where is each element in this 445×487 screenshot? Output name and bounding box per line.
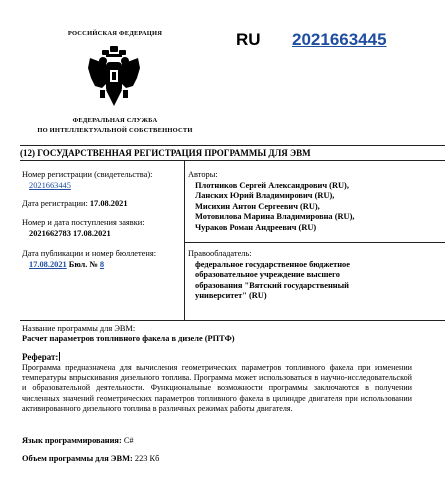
holder-line: федеральное государственное бюджетное (195, 260, 350, 269)
authors-separator (185, 242, 445, 243)
title-separator (20, 160, 445, 161)
bulletin-label: Бюл. № (68, 260, 98, 269)
author-item: Мисихин Антон Сергеевич (RU), (195, 201, 320, 211)
publication-label: Дата публикации и номер бюллетеня: (22, 249, 157, 258)
registration-number-label: Номер регистрации (свидетельства): (22, 170, 153, 179)
agency-line-1: ФЕДЕРАЛЬНАЯ СЛУЖБА (72, 117, 158, 124)
application-label: Номер и дата поступления заявки: (22, 218, 145, 227)
text-cursor (59, 352, 60, 361)
program-name-label: Название программы для ЭВМ: (22, 324, 136, 333)
top-separator (20, 145, 445, 146)
program-size-value: 223 Кб (134, 454, 160, 463)
publication-row (29, 260, 104, 270)
abstract-heading (22, 352, 60, 362)
bulletin-number-link[interactable]: 8 (99, 260, 105, 269)
agency-line-2: ПО ИНТЕЛЛЕКТУАЛЬНОЙ СОБСТВЕННОСТИ (37, 127, 193, 134)
author-item: Чураков Роман Андреевич (RU) (195, 222, 317, 232)
publication-date-link[interactable]: 17.08.2021 (29, 260, 67, 269)
document-title: (12) ГОСУДАРСТВЕННАЯ РЕГИСТРАЦИЯ ПРОГРАММЫ ДЛЯ ЭВМ (20, 148, 311, 158)
program-size-label: Объем программы для ЭВМ: (22, 454, 133, 463)
holder-line: университет" (RU) (195, 291, 267, 301)
program-size-row (22, 454, 159, 464)
holder-label: Правообладатель: (188, 249, 252, 258)
author-item: Мотовилова Марина Владимировна (RU), (195, 212, 355, 222)
registration-date-value: 17.08.2021 (89, 199, 128, 208)
document-number-link[interactable]: 2021663445 (292, 30, 387, 49)
language-value: C# (123, 436, 134, 445)
application-value: 2021662783 17.08.2021 (29, 229, 111, 238)
coat-of-arms-emblem (86, 44, 142, 112)
abstract-text: Программа предназначена для вычисления геометрических параметров топливного факела при изменении температуры впрыскивания дизельного топлива. Программа может использоваться в научно-исследовательской и образовательной деятельности. Функциональные возможности программы заключаются в получении численных значений геометрических параметров топливного факела в цилиндре двигателя при использовании активированного дизельного топлива в различных режимах работы двигателя. (22, 363, 412, 413)
bottom-separator (20, 320, 445, 321)
program-name-value: Расчет параметров топливного факела в дизеле (РПТФ) (22, 334, 235, 343)
registration-date-label: Дата регистрации: (22, 199, 88, 208)
registration-number-link[interactable]: 2021663445 (29, 181, 71, 190)
author-item: Ланских Юрий Владимирович (RU), (195, 191, 335, 201)
holder-line: образования "Вятский государственный (195, 280, 349, 290)
column-divider (184, 161, 185, 320)
language-label: Язык программирования: (22, 436, 122, 445)
abstract-label: Реферат: (22, 352, 59, 362)
language-row (22, 436, 134, 446)
registration-date-row (22, 199, 128, 209)
country-code: RU (236, 30, 261, 49)
authors-list (195, 181, 354, 233)
country-name: РОССИЙСКАЯ ФЕДЕРАЦИЯ (67, 30, 163, 37)
holder-list (195, 260, 350, 302)
authors-label: Авторы: (188, 170, 218, 179)
author-item: Плотников Сергей Александрович (RU), (195, 181, 349, 190)
holder-line: образовательное учреждение высшего (195, 270, 340, 280)
